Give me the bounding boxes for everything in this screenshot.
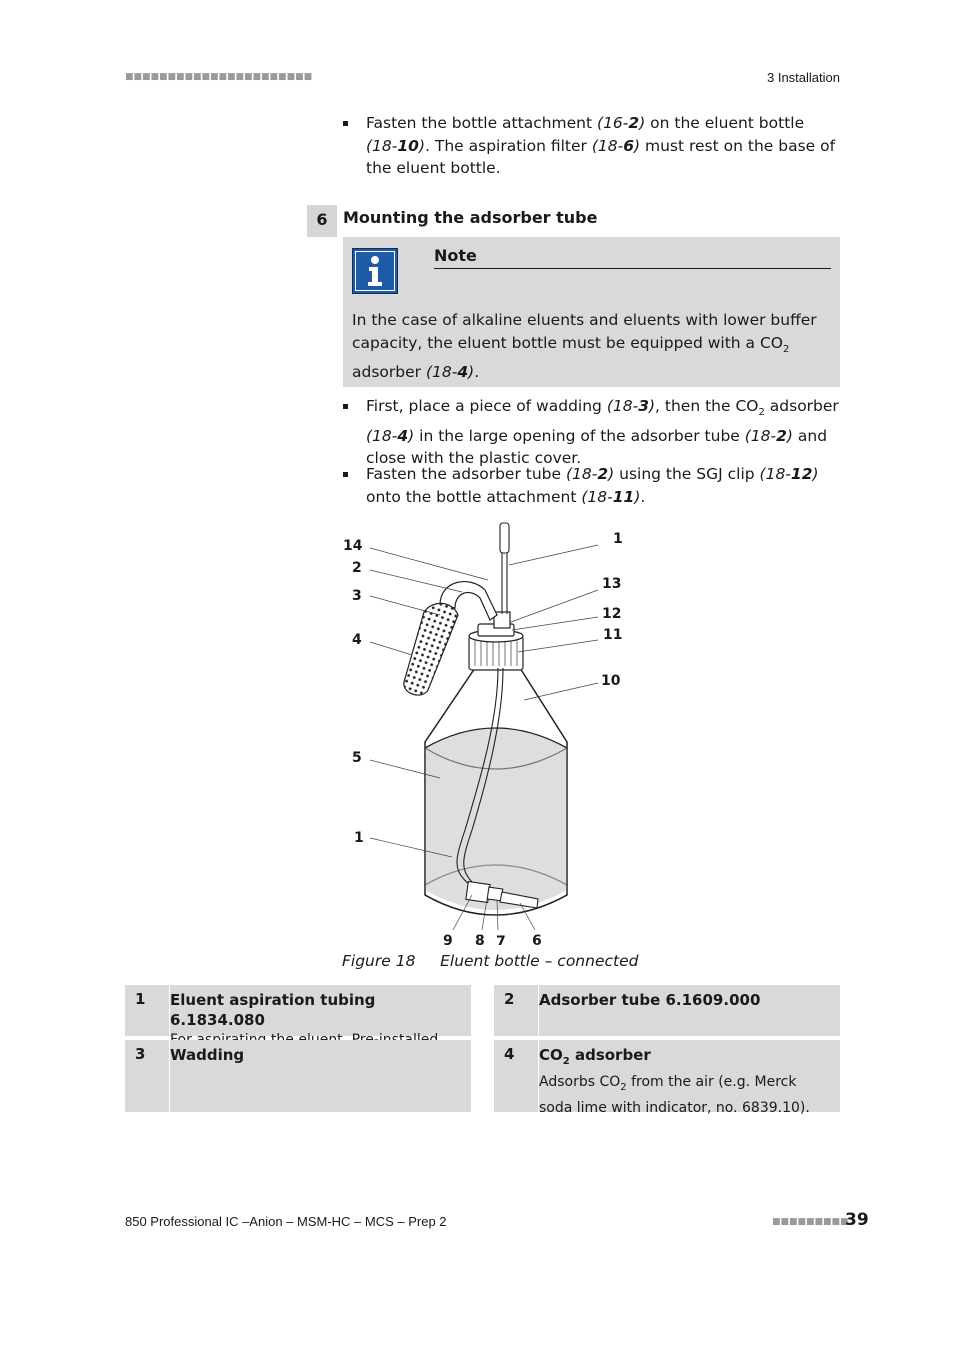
bullet-text: Fasten the bottle attachment (16-2) on the eluent bottle (18-10). The aspiration filter (18-6) must rest on the base of the eluent bottle. (366, 114, 836, 177)
step-number: 6 (307, 205, 337, 237)
note-title: Note (434, 246, 477, 265)
bullet-marker (343, 472, 348, 477)
legend-number: 2 (494, 985, 539, 1036)
info-icon (352, 248, 398, 294)
legend-title: Wadding (170, 1046, 245, 1064)
legend-item-1 (125, 985, 471, 1036)
callout-10: 10 (601, 673, 621, 689)
legend-description: Adsorbs $CO_2$ from the air (e.g. Merck soda lime with indicator, no. 6839.10). (539, 1074, 810, 1116)
page-number: 39 (845, 1210, 869, 1230)
legend-item-3 (125, 1040, 471, 1112)
callout-1-top: 1 (613, 531, 623, 547)
legend-title: Eluent aspiration tubing 6.1834.080 (170, 991, 376, 1029)
bullet-text: First, place a piece of wadding (18-3), then the $CO_2$ adsorber (18-4) in the large opening of the adsorber tube (18-2) and close with the plastic cover. (366, 397, 839, 468)
note-text: In the case of alkaline eluents and eluents with lower buffer capacity, the eluent bottle must be equipped with a $CO_2$ adsorber (18-4). (352, 311, 817, 382)
header-decoration: ■■■■■■■■■■■■■■■■■■■■■■ (125, 72, 313, 82)
note-divider (434, 268, 831, 269)
bullet-marker (343, 404, 348, 409)
callout-12: 12 (602, 606, 622, 622)
legend-title: $CO_2$ adsorber (539, 1046, 651, 1067)
callout-6: 6 (532, 933, 542, 945)
footer-decoration: ■■■■■■■■■ (772, 1217, 849, 1227)
bullet-fasten-adsorber-tube (343, 463, 840, 508)
callout-7: 7 (496, 934, 506, 945)
callout-2: 2 (352, 560, 362, 576)
callout-3: 3 (352, 588, 362, 604)
callout-5: 5 (352, 750, 362, 766)
section-header: 3 Installation (767, 70, 840, 85)
callout-8: 8 (475, 933, 485, 945)
legend-title: Adsorber tube 6.1609.000 (539, 991, 761, 1009)
callout-9: 9 (443, 933, 453, 945)
bullet-marker (343, 121, 348, 126)
callout-11: 11 (603, 627, 623, 643)
callout-4: 4 (352, 632, 362, 648)
bullet-place-wadding (343, 395, 840, 470)
step-title: Mounting the adsorber tube (343, 208, 598, 227)
callout-1-bottom: 1 (354, 830, 364, 846)
callout-14: 14 (343, 538, 363, 554)
callout-13: 13 (602, 576, 622, 592)
legend-number: 3 (125, 1040, 170, 1112)
legend-item-4 (494, 1040, 840, 1116)
bullet-fasten-bottle-attachment (343, 112, 840, 180)
figure-caption: Figure 18 Eluent bottle – connected (342, 952, 639, 970)
legend-number: 4 (494, 1040, 539, 1112)
bottle-body (425, 668, 567, 915)
legend-item-2 (494, 985, 840, 1036)
footer-document-title: 850 Professional IC –Anion – MSM-HC – MCS – Prep 2 (125, 1214, 447, 1229)
legend-number: 1 (125, 985, 170, 1036)
eluent-bottle-figure (330, 515, 640, 945)
bullet-text: Fasten the adsorber tube (18-2) using the SGJ clip (18-12) onto the bottle attachment (18-11). (366, 465, 819, 506)
